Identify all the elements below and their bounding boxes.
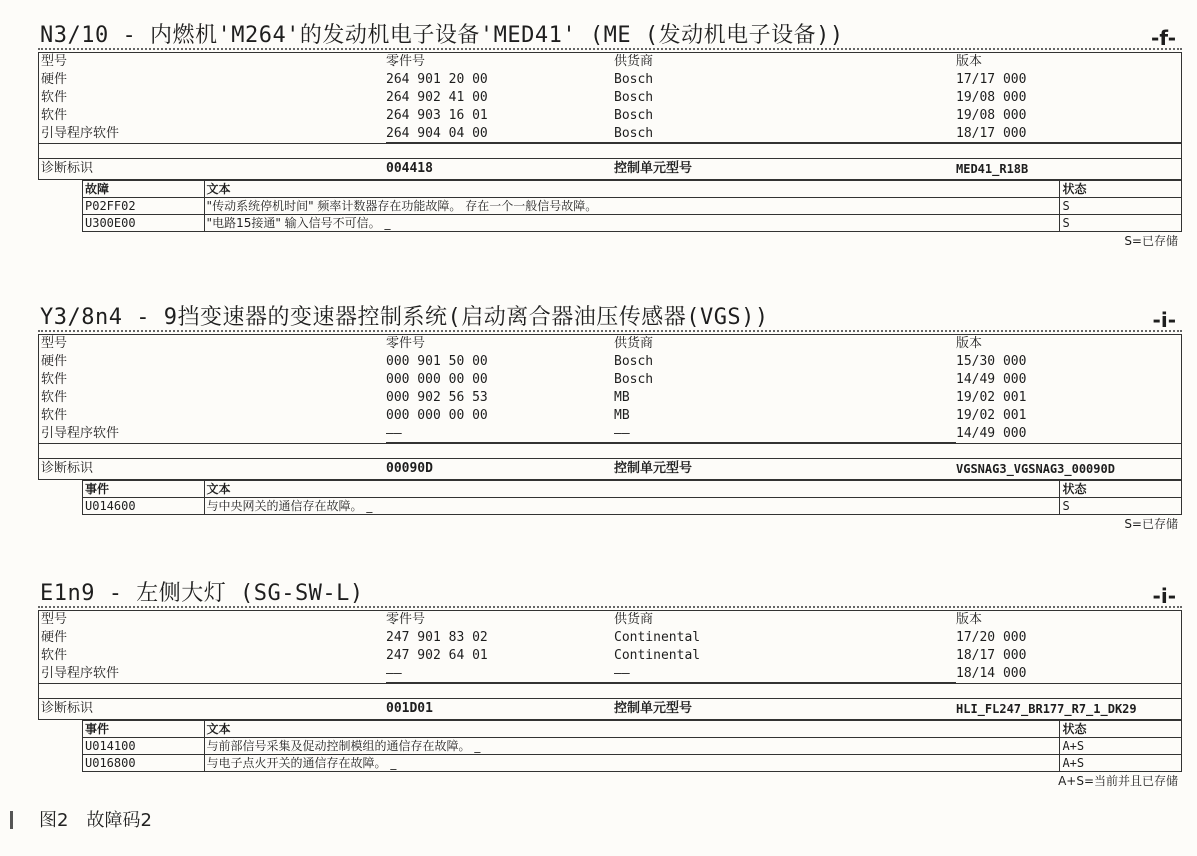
- table-row: [83, 498, 1182, 515]
- status-legend: S=已存储: [1124, 234, 1178, 248]
- module-tag: -f-: [1151, 26, 1176, 50]
- row-type: 软件: [41, 648, 68, 663]
- module-title-row: [38, 306, 1182, 332]
- fault-table: [82, 180, 1182, 232]
- fault-table-header: [83, 721, 1182, 738]
- module-title: N3/10 - 内燃机'M264'的发动机电子设备'MED41' (ME (发动机电子设备)): [40, 23, 844, 48]
- header-part: 零件号: [386, 612, 426, 627]
- diagnosis-label: 诊断标识: [41, 461, 94, 476]
- row-version: 14/49 000: [956, 426, 1027, 441]
- row-type: 软件: [41, 390, 68, 405]
- row-supplier: ——: [614, 425, 956, 443]
- table-row: [83, 738, 1182, 755]
- table-row: [39, 107, 1181, 125]
- header-version: 版本: [956, 54, 983, 69]
- row-version: 18/17 000: [956, 125, 1181, 143]
- fault-status: A+S: [1060, 755, 1182, 772]
- table-row: [39, 647, 1181, 665]
- fault-header-text: 文本: [204, 181, 1060, 198]
- row-type: 硬件: [41, 354, 68, 369]
- row-version: 17/17 000: [956, 72, 1027, 87]
- table-row: [39, 89, 1181, 107]
- row-supplier: Bosch: [614, 90, 654, 105]
- software-table-header: [39, 335, 1181, 353]
- row-part: ——: [386, 665, 614, 683]
- row-supplier: MB: [614, 390, 630, 405]
- row-version: 18/17 000: [956, 648, 1027, 663]
- row-part: 247 902 64 01: [386, 648, 488, 663]
- figure-title: 故障码2: [86, 810, 152, 831]
- module-left-headlamp: [38, 582, 1182, 790]
- fault-table: [82, 480, 1182, 515]
- caption-bar: [10, 811, 13, 829]
- row-version: 14/49 000: [956, 372, 1027, 387]
- row-version: 15/30 000: [956, 354, 1027, 369]
- row-type: 软件: [41, 108, 68, 123]
- diagnosis-label: 诊断标识: [41, 701, 94, 716]
- module-title-row: [38, 582, 1182, 608]
- table-row: [39, 353, 1181, 371]
- header-part: 零件号: [386, 54, 426, 69]
- fault-status: S: [1060, 215, 1182, 232]
- row-version: 18/14 000: [956, 666, 1027, 681]
- fault-header-code: 事件: [83, 481, 205, 498]
- table-row: [39, 407, 1181, 425]
- row-supplier: MB: [614, 408, 630, 423]
- diagnosis-row: [38, 159, 1182, 180]
- row-type: 引导程序软件: [41, 426, 120, 441]
- diagnosis-value: 004418: [386, 161, 433, 176]
- row-type: 软件: [41, 90, 68, 105]
- fault-text: 与电子点火开关的通信存在故障。 _: [204, 755, 1060, 772]
- status-legend: A+S=当前并且已存储: [1058, 774, 1178, 788]
- software-table: [38, 52, 1182, 159]
- fault-header-code: 事件: [83, 721, 205, 738]
- control-unit-value: HLI_FL247_BR177_R7_1_DK29: [956, 702, 1137, 716]
- row-supplier: Bosch: [614, 354, 654, 369]
- figure-number: 图2: [39, 810, 69, 831]
- row-part: 000 902 56 53: [386, 390, 488, 405]
- row-version: 17/20 000: [956, 630, 1027, 645]
- table-row: [83, 215, 1182, 232]
- table-spacer: [39, 443, 1181, 458]
- table-spacer: [39, 683, 1181, 698]
- table-row: [39, 371, 1181, 389]
- module-engine-electronics: [38, 24, 1182, 250]
- software-table: [38, 334, 1182, 459]
- table-row: [83, 755, 1182, 772]
- fault-header-status: 状态: [1060, 181, 1182, 198]
- header-type: 型号: [41, 612, 68, 627]
- row-supplier: ——: [614, 665, 956, 683]
- row-part: 264 902 41 00: [386, 90, 488, 105]
- row-version: 19/08 000: [956, 108, 1027, 123]
- fault-code: U014100: [83, 738, 205, 755]
- fault-code: P02FF02: [83, 198, 205, 215]
- fault-code: U300E00: [83, 215, 205, 232]
- row-part: 247 901 83 02: [386, 630, 488, 645]
- table-row: [83, 198, 1182, 215]
- fault-header-text: 文本: [204, 481, 1060, 498]
- diagnosis-value: 00090D: [386, 461, 433, 476]
- control-unit-label: 控制单元型号: [614, 701, 693, 716]
- fault-text: "电路15接通" 输入信号不可信。 _: [204, 215, 1060, 232]
- row-supplier: Continental: [614, 630, 701, 645]
- header-type: 型号: [41, 336, 68, 351]
- software-table: [38, 610, 1182, 699]
- fault-status: S: [1060, 498, 1182, 515]
- table-row: [39, 665, 1181, 683]
- header-version: 版本: [956, 336, 983, 351]
- diagnosis-value: 001D01: [386, 701, 433, 716]
- fault-code: U016800: [83, 755, 205, 772]
- diagnosis-label: 诊断标识: [41, 161, 94, 176]
- module-title: E1n9 - 左侧大灯 (SG-SW-L): [40, 581, 364, 606]
- row-version: 19/02 001: [956, 390, 1027, 405]
- control-unit-label: 控制单元型号: [614, 161, 693, 176]
- fault-header-code: 故障: [83, 181, 205, 198]
- fault-header-text: 文本: [204, 721, 1060, 738]
- row-type: 软件: [41, 408, 68, 423]
- fault-code: U014600: [83, 498, 205, 515]
- row-supplier: Bosch: [614, 125, 956, 143]
- row-part: ——: [386, 425, 614, 443]
- row-supplier: Bosch: [614, 72, 654, 87]
- module-transmission-control: [38, 306, 1182, 533]
- row-part: 000 901 50 00: [386, 354, 488, 369]
- row-type: 引导程序软件: [41, 126, 120, 141]
- software-table-header: [39, 611, 1181, 629]
- fault-header-status: 状态: [1060, 721, 1182, 738]
- table-spacer: [39, 143, 1181, 158]
- status-legend: S=已存储: [1124, 517, 1178, 531]
- fault-table-header: [83, 181, 1182, 198]
- row-supplier: Bosch: [614, 372, 654, 387]
- table-row: [39, 629, 1181, 647]
- row-part: 264 904 04 00: [386, 125, 614, 143]
- header-type: 型号: [41, 54, 68, 69]
- fault-text: 与前部信号采集及促动控制模组的通信存在故障。 _: [204, 738, 1060, 755]
- module-title: Y3/8n4 - 9挡变速器的变速器控制系统(启动离合器油压传感器(VGS)): [40, 305, 769, 330]
- header-supplier: 供货商: [614, 54, 654, 69]
- row-part: 264 901 20 00: [386, 72, 488, 87]
- module-title-row: [38, 24, 1182, 50]
- row-type: 硬件: [41, 72, 68, 87]
- control-unit-value: MED41_R18B: [956, 162, 1029, 176]
- header-version: 版本: [956, 612, 983, 627]
- row-part: 000 000 00 00: [386, 372, 488, 387]
- header-supplier: 供货商: [614, 336, 654, 351]
- module-tag: -i-: [1152, 308, 1176, 332]
- row-type: 硬件: [41, 630, 68, 645]
- fault-table-header: [83, 481, 1182, 498]
- software-table-header: [39, 53, 1181, 71]
- fault-text: 与中央网关的通信存在故障。 _: [204, 498, 1060, 515]
- diagnosis-row: [38, 699, 1182, 720]
- header-part: 零件号: [386, 336, 426, 351]
- table-row: [39, 125, 1181, 143]
- row-version: 19/08 000: [956, 90, 1027, 105]
- control-unit-value: VGSNAG3_VGSNAG3_00090D: [956, 462, 1115, 476]
- fault-status: S: [1060, 198, 1182, 215]
- row-version: 19/02 001: [956, 408, 1027, 423]
- table-row: [39, 389, 1181, 407]
- table-row: [39, 425, 1181, 443]
- row-supplier: Continental: [614, 648, 701, 663]
- row-supplier: Bosch: [614, 108, 654, 123]
- table-row: [39, 71, 1181, 89]
- module-tag: -i-: [1152, 584, 1176, 608]
- diagnosis-row: [38, 459, 1182, 480]
- fault-status: A+S: [1060, 738, 1182, 755]
- row-type: 软件: [41, 372, 68, 387]
- fault-text: "传动系统停机时间" 频率计数器存在功能故障。 存在一个一般信号故障。: [204, 198, 1060, 215]
- figure-caption: [10, 806, 152, 832]
- header-supplier: 供货商: [614, 612, 654, 627]
- fault-table: [82, 720, 1182, 772]
- control-unit-label: 控制单元型号: [614, 461, 693, 476]
- fault-header-status: 状态: [1060, 481, 1182, 498]
- row-part: 000 000 00 00: [386, 408, 488, 423]
- row-type: 引导程序软件: [41, 666, 120, 681]
- row-part: 264 903 16 01: [386, 108, 488, 123]
